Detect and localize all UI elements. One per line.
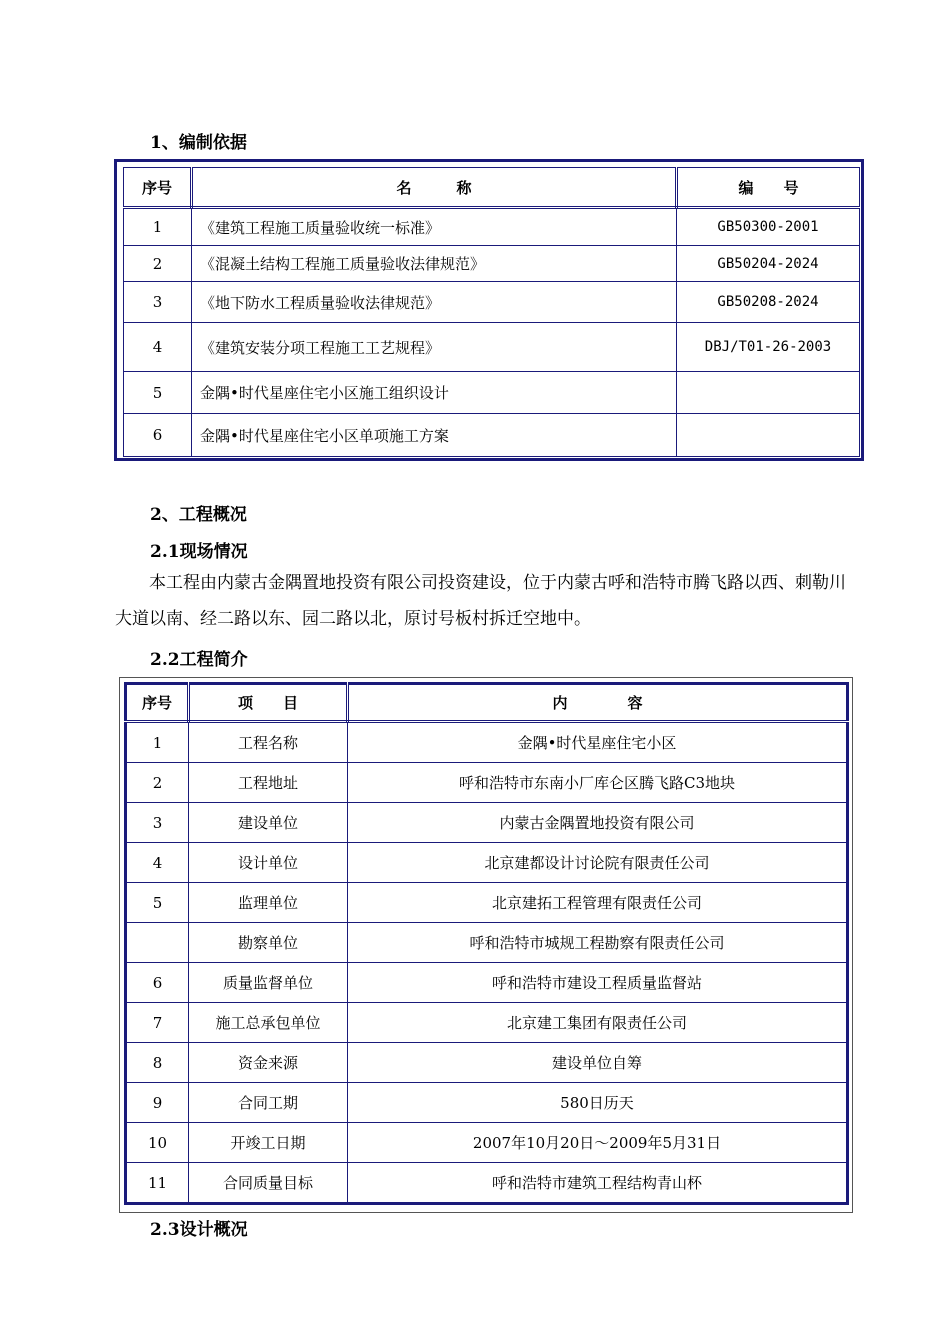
row-name: 《建筑工程施工质量验收统一标准》 <box>192 208 677 246</box>
row-item: 合同质量目标 <box>189 1163 348 1204</box>
row-index: 2 <box>124 246 192 282</box>
row-item: 设计单位 <box>189 843 348 883</box>
row-content: 呼和浩特市城规工程勘察有限责任公司 <box>348 923 848 963</box>
table-header-row <box>124 168 860 208</box>
table-row <box>126 963 848 1003</box>
header-item: 项 目 <box>189 684 348 722</box>
row-index: 2 <box>126 763 189 803</box>
table-row <box>126 803 848 843</box>
table-row <box>126 843 848 883</box>
table-row <box>126 1163 848 1204</box>
subheading-intro: 2.2工程简介 <box>150 650 248 670</box>
row-item: 工程名称 <box>189 722 348 763</box>
section-heading-overview: 2、工程概况 <box>150 505 247 525</box>
row-index: 10 <box>126 1123 189 1163</box>
subheading-site: 2.1现场情况 <box>150 542 248 562</box>
row-code <box>677 414 860 457</box>
intro-table-frame <box>119 677 853 1213</box>
row-content: 2007年10月20日～2009年5月31日 <box>348 1123 848 1163</box>
row-index: 3 <box>124 282 192 323</box>
row-content: 北京建拓工程管理有限责任公司 <box>348 883 848 923</box>
row-index: 5 <box>124 372 192 414</box>
row-item: 施工总承包单位 <box>189 1003 348 1043</box>
row-name: 《地下防水工程质量验收法律规范》 <box>192 282 677 323</box>
row-name: 《建筑安装分项工程施工工艺规程》 <box>192 323 677 372</box>
row-name: 《混凝土结构工程施工质量验收法律规范》 <box>192 246 677 282</box>
table-row <box>126 1003 848 1043</box>
row-content: 建设单位自筹 <box>348 1043 848 1083</box>
row-index: 4 <box>126 843 189 883</box>
row-code: GB50300-2001 <box>677 208 860 246</box>
row-content: 金隅•时代星座住宅小区 <box>348 722 848 763</box>
intro-table <box>124 682 849 1205</box>
header-code: 编 号 <box>677 168 860 208</box>
basis-table <box>123 167 860 457</box>
row-item: 资金来源 <box>189 1043 348 1083</box>
row-content: 内蒙古金隅置地投资有限公司 <box>348 803 848 843</box>
row-item: 监理单位 <box>189 883 348 923</box>
row-index: 1 <box>124 208 192 246</box>
row-item: 工程地址 <box>189 763 348 803</box>
table-row <box>126 1043 848 1083</box>
header-index: 序号 <box>126 684 189 722</box>
table-row <box>126 763 848 803</box>
table-row <box>124 372 860 414</box>
table-row <box>124 208 860 246</box>
row-index <box>126 923 189 963</box>
row-content: 北京建工集团有限责任公司 <box>348 1003 848 1043</box>
row-item: 合同工期 <box>189 1083 348 1123</box>
table-row <box>124 323 860 372</box>
row-content: 呼和浩特市建设工程质量监督站 <box>348 963 848 1003</box>
row-item: 开竣工日期 <box>189 1123 348 1163</box>
table-row <box>126 1123 848 1163</box>
site-description <box>115 565 855 637</box>
row-index: 9 <box>126 1083 189 1123</box>
row-item: 建设单位 <box>189 803 348 843</box>
row-index: 8 <box>126 1043 189 1083</box>
row-content: 呼和浩特市建筑工程结构青山杯 <box>348 1163 848 1204</box>
row-index: 6 <box>124 414 192 457</box>
header-content: 内 容 <box>348 684 848 722</box>
row-code: GB50208-2024 <box>677 282 860 323</box>
table-header-row <box>126 684 848 722</box>
table-row <box>124 246 860 282</box>
row-code: GB50204-2024 <box>677 246 860 282</box>
row-content: 580日历天 <box>348 1083 848 1123</box>
row-name: 金隅•时代星座住宅小区单项施工方案 <box>192 414 677 457</box>
row-index: 6 <box>126 963 189 1003</box>
row-item: 勘察单位 <box>189 923 348 963</box>
row-index: 7 <box>126 1003 189 1043</box>
table-row <box>126 1083 848 1123</box>
row-code <box>677 372 860 414</box>
section-heading-basis: 1、编制依据 <box>150 133 247 153</box>
table-row <box>124 414 860 457</box>
row-index: 1 <box>126 722 189 763</box>
row-index: 3 <box>126 803 189 843</box>
subheading-design: 2.3设计概况 <box>150 1220 248 1240</box>
basis-table-frame <box>114 159 864 461</box>
table-row <box>126 883 848 923</box>
row-name: 金隅•时代星座住宅小区施工组织设计 <box>192 372 677 414</box>
site-description-text: 本工程由内蒙古金隅置地投资有限公司投资建设，位于内蒙古呼和浩特市腾飞路以西、刺勒川大道以南、经二路以东、园二路以北，原讨号板村拆迁空地中。 <box>115 573 846 629</box>
row-index: 11 <box>126 1163 189 1204</box>
header-name: 名 称 <box>192 168 677 208</box>
table-row <box>126 923 848 963</box>
row-code: DBJ/T01-26-2003 <box>677 323 860 372</box>
row-index: 4 <box>124 323 192 372</box>
row-item: 质量监督单位 <box>189 963 348 1003</box>
row-content: 呼和浩特市东南小厂库仑区腾飞路C3地块 <box>348 763 848 803</box>
row-index: 5 <box>126 883 189 923</box>
header-index: 序号 <box>124 168 192 208</box>
table-row <box>126 722 848 763</box>
table-row <box>124 282 860 323</box>
row-content: 北京建都设计讨论院有限责任公司 <box>348 843 848 883</box>
